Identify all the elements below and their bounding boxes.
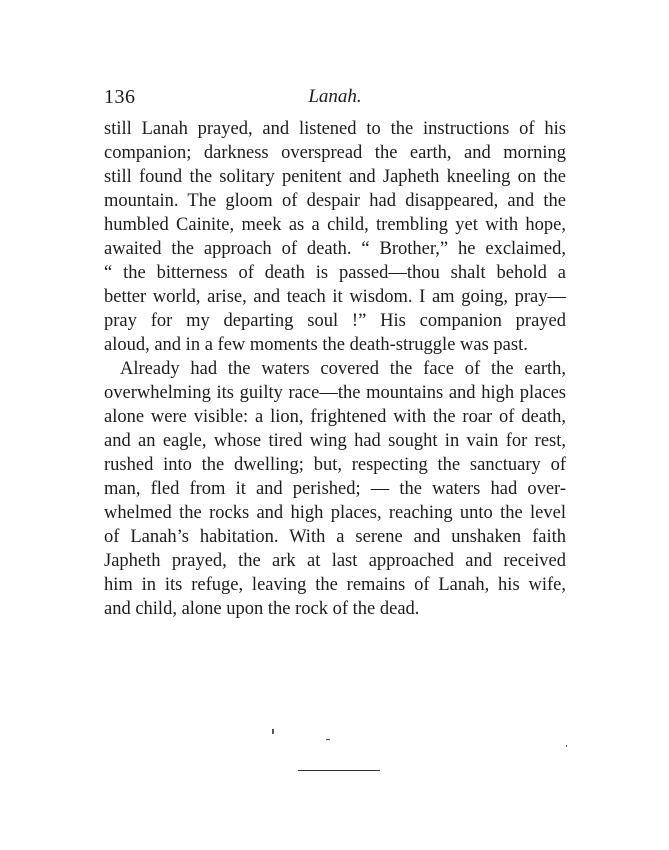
ink-speck (566, 745, 567, 747)
text-line: better world, arise, and teach it wisdom. I am going, pray— (104, 287, 566, 307)
text-line: him in its refuge, leaving the remains of Lanah, his wife, (104, 575, 566, 595)
text-line: of Lanah’s habitation. With a serene and unshaken faith (104, 527, 566, 547)
text-line: and child, alone upon the rock of the dead. (104, 599, 420, 619)
text-line: companion; darkness overspread the earth, and morning (104, 143, 566, 163)
text-line: “ the bitterness of death is passed—thou shalt behold a (104, 263, 566, 283)
text-line: aloud, and in a few moments the death-struggle was past. (104, 335, 528, 355)
text-line: man, fled from it and perished; — the waters had over- (104, 479, 566, 499)
text-line: and an eagle, whose tired wing had sought in vain for rest, (104, 431, 566, 451)
text-line: awaited the approach of death. “ Brother,” he exclaimed, (104, 239, 566, 259)
end-rule (298, 770, 380, 771)
text-line: still Lanah prayed, and listened to the instructions of his (104, 119, 566, 139)
text-line: overwhelming its guilty race—the mountains and high places (104, 383, 566, 403)
text-line: Already had the waters covered the face of the earth, (120, 359, 566, 379)
text-line: still found the solitary penitent and Japheth kneeling on the (104, 167, 566, 187)
paragraph-1 (104, 117, 566, 357)
text-line: whelmed the rocks and high places, reaching unto the level (104, 503, 566, 523)
text-line: pray for my departing soul !” His companion prayed (104, 311, 566, 331)
text-line: mountain. The gloom of despair had disappeared, and the (104, 191, 566, 211)
running-head: Lanah. (308, 86, 362, 107)
paragraph-2 (104, 357, 566, 621)
page-number: 136 (104, 86, 136, 108)
text-line: alone were visible: a lion, frightened with the roar of death, (104, 407, 566, 427)
ink-speck (272, 729, 274, 734)
text-line: Japheth prayed, the ark at last approached and received (104, 551, 566, 571)
ink-speck (326, 739, 330, 740)
page-header (104, 86, 566, 110)
text-line: rushed into the dwelling; but, respecting the sanctuary of (104, 455, 566, 475)
text-line: humbled Cainite, meek as a child, trembling yet with hope, (104, 215, 566, 235)
body-text (104, 117, 566, 621)
